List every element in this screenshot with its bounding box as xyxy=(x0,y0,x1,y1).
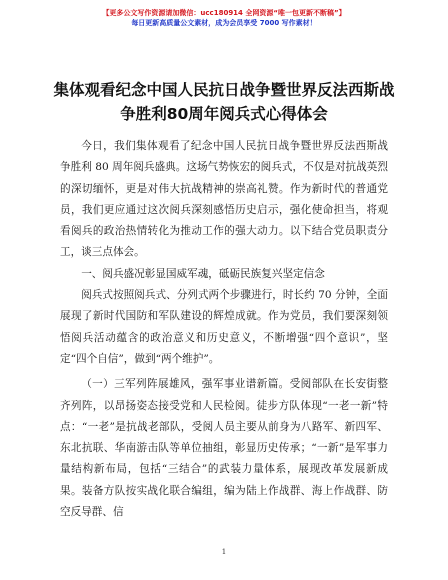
section-heading-1: 一、阅兵盛况彰显国威军魂，砥砺民族复兴坚定信念 xyxy=(81,267,325,280)
paragraph-intro: 今日，我们集体观看了纪念中国人民抗日战争暨世界反法西斯战争胜利 80 周年阅兵盛典。这场气势恢宏的阅兵式，不仅是对抗战英烈的深切缅怀，更是对伟大抗战精神的崇高礼赞。作为新时代的普通党员，我们更应通过这次阅兵深刻感悟历史启示，强化使命担当，将观看阅兵的政治热情转化为推动工作的强大动力。以下结合党员职责分工，谈三点体会。 xyxy=(60,140,388,259)
document-body xyxy=(60,136,388,523)
promo-line-2: 每日更新高质量公文素材，成为会员享受 7000 写作素材！ xyxy=(131,19,317,27)
page-number: 1 xyxy=(221,548,227,556)
document-title: 集体观看纪念中国人民抗日战争暨世界反法西斯战争胜利80周年阅兵式心得体会 xyxy=(53,81,395,123)
paragraph-section-1: 阅兵式按照阅兵式、分列式两个步骤进行，时长约 70 分钟，全面展现了新时代国防和军队建设的辉煌成就。作为党员，我们要深刻领悟阅兵活动蕴含的政治意义和历史意义，不断增强“四个意识”，坚定“四个自信”，做到“两个维护”。 xyxy=(60,289,388,365)
promo-banner xyxy=(0,8,448,28)
promo-line-1: 【更多公文写作资源请加微信：ucc180914 全网资源“唯一包更新不断稿”】 xyxy=(102,9,346,17)
paragraph-subsection-1: （一）三军列阵展雄风，强军事业谱新篇。受阅部队在长安街整齐列阵，以昂扬姿态接受党和人民检阅。徒步方队体现“一老一新”特点：“一老”是抗战老部队，受阅人员主要从前身为八路军、新四军、东北抗联、华南游击队等单位抽组，彰显历史传承；“一新”是军事力量结构新布局，包括“三结合”的武装力量体系，展现改革发展新成果。装备方队按实战化联合编组，编为陆上作战群、海上作战群、防空反导群、信 xyxy=(60,378,388,519)
